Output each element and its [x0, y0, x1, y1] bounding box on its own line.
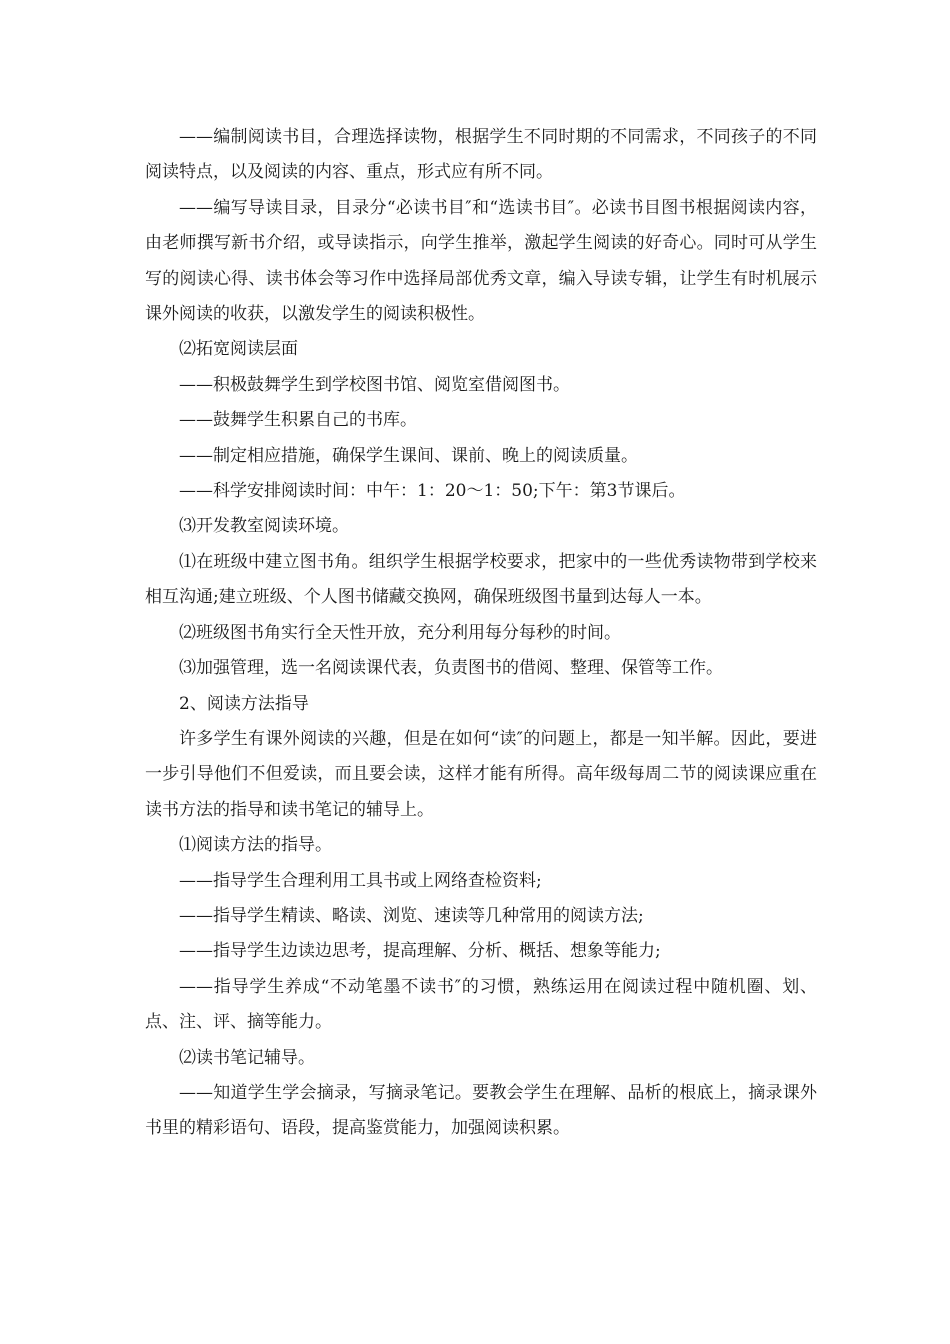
- section-heading: ⑶开发教室阅读环境。: [179, 516, 349, 537]
- paragraph: ——鼓舞学生积累自己的书库。: [179, 410, 417, 431]
- paragraph: ——知道学生学会摘录，写摘录笔记。要教会学生在理解、品析的根底上，摘录课外书里的精彩语句、语段，提高鉴赏能力，加强阅读积累。: [145, 1082, 817, 1139]
- paragraph: ——指导学生边读边思考，提高理解、分析、概括、想象等能力;: [179, 941, 661, 962]
- paragraph: ——指导学生养成“不动笔墨不读书″的习惯，熟练运用在阅读过程中随机圈、划、点、注、评、摘等能力。: [145, 976, 817, 1033]
- section-heading: 2、阅读方法指导: [179, 693, 309, 714]
- paragraph: ——科学安排阅读时间：中午：1：20～1：50;下午：第3节课后。: [179, 481, 686, 502]
- paragraph: 许多学生有课外阅读的兴趣，但是在如何“读″的问题上，都是一知半解。因此，要进一步引导他们不但爱读，而且要会读，这样才能有所得。高年级每周二节的阅读课应重在读书方法的指导和读书笔记的辅导上。: [145, 728, 817, 820]
- paragraph: ⑶加强管理，选一名阅读课代表，负责图书的借阅、整理、保管等工作。: [179, 658, 723, 679]
- paragraph: ⑵班级图书角实行全天性开放，充分利用每分每秒的时间。: [179, 622, 621, 643]
- document-body: [145, 120, 817, 1147]
- paragraph: ——积极鼓舞学生到学校图书馆、阅览室借阅图书。: [179, 374, 570, 395]
- paragraph: ——编写导读目录，目录分“必读书目″和“选读书目″。必读书目图书根据阅读内容，由老师撰写新书介绍，或导读指示，向学生推举，激起学生阅读的好奇心。同时可从学生写的阅读心得、读书体会等习作中选择局部优秀文章，编入导读专辑，让学生有时机展示课外阅读的收获，以激发学生的阅读积极性。: [145, 197, 817, 325]
- paragraph: ⑴在班级中建立图书角。组织学生根据学校要求，把家中的一些优秀读物带到学校来相互沟通;建立班级、个人图书储藏交换网，确保班级图书量到达每人一本。: [145, 551, 817, 608]
- paragraph: ——编制阅读书目，合理选择读物，根据学生不同时期的不同需求，不同孩子的不同阅读特点，以及阅读的内容、重点，形式应有所不同。: [145, 127, 817, 183]
- section-heading: ⑵拓宽阅读层面: [179, 339, 298, 360]
- paragraph: ——指导学生合理利用工具书或上网络查检资料;: [179, 870, 542, 891]
- section-heading: ⑴阅读方法的指导。: [179, 835, 332, 856]
- paragraph: ——指导学生精读、略读、浏览、速读等几种常用的阅读方法;: [179, 905, 644, 926]
- paragraph: ——制定相应措施，确保学生课间、课前、晚上的阅读质量。: [179, 445, 638, 466]
- section-heading: ⑵读书笔记辅导。: [179, 1047, 315, 1068]
